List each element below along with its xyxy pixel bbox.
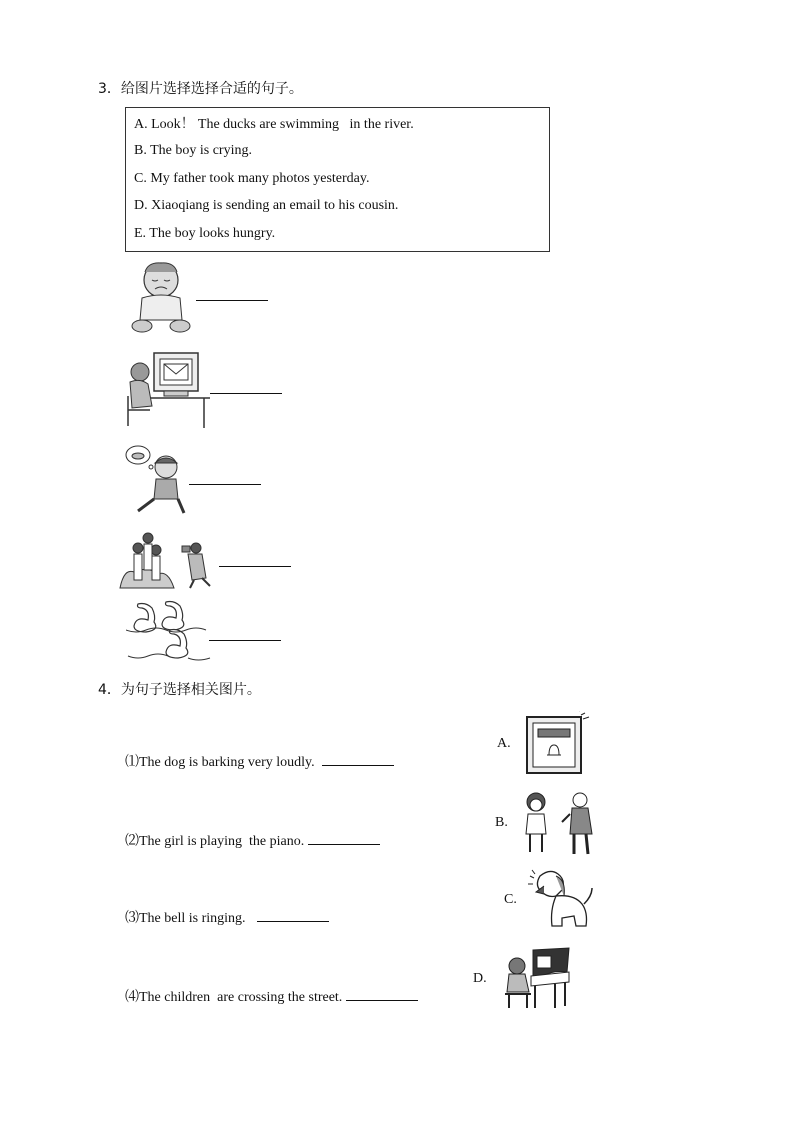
option-b: B. The boy is crying. — [134, 143, 252, 158]
boy-at-computer-picture — [124, 350, 210, 428]
boy-and-man-picture — [518, 790, 598, 856]
answer-blank-5[interactable] — [209, 640, 281, 641]
sentence-3-blank[interactable] — [257, 909, 329, 922]
barking-dog-picture — [526, 866, 596, 930]
sentence-2-text: The girl is playing the piano. — [139, 834, 305, 849]
sentence-1-blank[interactable] — [322, 753, 394, 766]
choice-a-letter: A. — [497, 736, 511, 751]
sentence-3-text: The bell is ringing. — [139, 911, 253, 926]
option-e: E. The boy looks hungry. — [134, 226, 276, 241]
answer-blank-1[interactable] — [196, 300, 268, 301]
ducks-swimming-picture — [126, 600, 212, 662]
sentence-1 — [118, 735, 394, 771]
sentence-1-text: The dog is barking very loudly. — [139, 755, 319, 770]
sentence-4-text: The children are crossing the street. — [139, 990, 343, 1005]
option-d: D. Xiaoqiang is sending an email to his cousin. — [134, 198, 399, 213]
option-a: A. Look！ The ducks are swimming in the river. — [134, 117, 414, 132]
sentence-2 — [118, 814, 380, 850]
choice-b-letter: B. — [495, 815, 508, 830]
sentence-3-number: ⑶ — [125, 910, 139, 926]
options-box — [125, 107, 550, 252]
hungry-boy-picture — [124, 441, 188, 515]
answer-blank-4[interactable] — [219, 566, 291, 567]
sentence-4-number: ⑷ — [125, 989, 139, 1005]
girl-piano-picture — [503, 946, 571, 1012]
sentence-2-number: ⑵ — [125, 833, 139, 849]
sentence-3 — [118, 891, 329, 927]
question-4-title: 4．为句子选择相关图片。 — [98, 682, 261, 698]
sentence-1-number: ⑴ — [125, 754, 139, 770]
answer-blank-2[interactable] — [210, 393, 282, 394]
sentence-4 — [118, 970, 418, 1006]
sentence-4-blank[interactable] — [346, 988, 418, 1001]
crying-boy-picture — [128, 258, 194, 336]
choice-c-letter: C. — [504, 892, 517, 907]
question-3-title: 3．给图片选择选择合适的句子。 — [98, 81, 303, 97]
family-photo-picture — [118, 530, 216, 590]
answer-blank-3[interactable] — [189, 484, 261, 485]
bell-picture — [525, 711, 591, 775]
choice-d-letter: D. — [473, 971, 487, 986]
option-c: C. My father took many photos yesterday. — [134, 171, 370, 186]
sentence-2-blank[interactable] — [308, 832, 380, 845]
